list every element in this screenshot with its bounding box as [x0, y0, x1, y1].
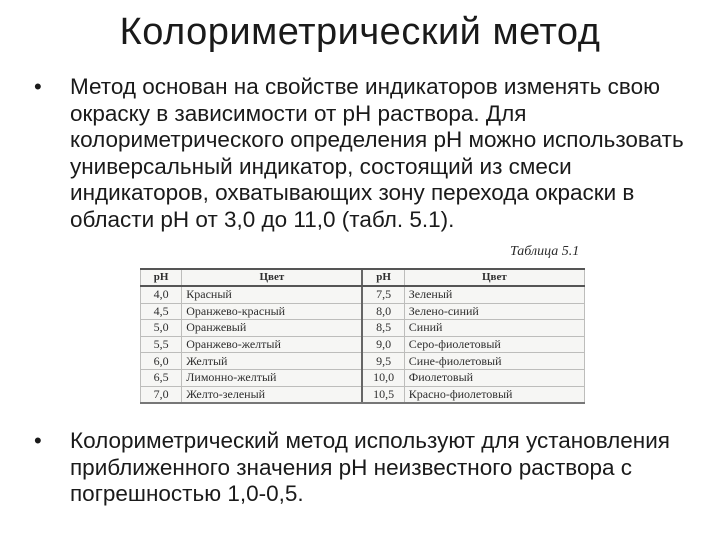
table-row	[141, 286, 585, 303]
table-row	[141, 369, 585, 386]
header-color-left: Цвет	[182, 269, 363, 286]
table-cell: 5,0	[141, 320, 182, 337]
header-color-right: Цвет	[404, 269, 584, 286]
table-cell: 7,5	[362, 286, 404, 303]
table-cell: Красный	[182, 286, 363, 303]
table-cell: 8,0	[362, 303, 404, 320]
table-cell: Серо-фиолетовый	[404, 336, 584, 353]
table-row	[141, 386, 585, 403]
table-cell: Зелено-синий	[404, 303, 584, 320]
table-cell: Оранжевый	[182, 320, 363, 337]
bullet-dot: •	[34, 428, 42, 453]
table-cell: Оранжево-желтый	[182, 336, 363, 353]
slide-title: Колориметрический метод	[119, 11, 601, 53]
table-cell: 10,0	[362, 369, 404, 386]
table-cell: Оранжево-красный	[182, 303, 363, 320]
table-cell: 10,5	[362, 386, 404, 403]
table-cell: Зеленый	[404, 286, 584, 303]
header-ph-left: pH	[141, 269, 182, 286]
table-cell: 8,5	[362, 320, 404, 337]
bullet-dot: •	[34, 74, 42, 99]
table-cell: 4,0	[141, 286, 182, 303]
bullet-text: Метод основан на свойстве индикаторов изменять свою окраску в зависимости от pH раствора. Для колориметрического определения pH можно использовать универсальный индикатор, состоящий из смеси индикаторов, охватывающих зону перехода окраски в области pH от 3,0 до 11,0 (табл. 5.1).	[70, 74, 684, 232]
table-cell: Желтый	[182, 353, 363, 370]
table-row	[141, 303, 585, 320]
table-cell: Фиолетовый	[404, 369, 584, 386]
header-ph-right: pH	[362, 269, 404, 286]
table-row	[141, 336, 585, 353]
ph-color-table	[140, 268, 585, 404]
table-cell: Сине-фиолетовый	[404, 353, 584, 370]
table-header-row	[141, 269, 585, 286]
bullet-item	[34, 74, 694, 233]
bullet-item	[34, 428, 694, 508]
table-cell: 9,0	[362, 336, 404, 353]
table-cell: Красно-фиолетовый	[404, 386, 584, 403]
table-cell: Синий	[404, 320, 584, 337]
table-cell: 7,0	[141, 386, 182, 403]
table-cell: 6,5	[141, 369, 182, 386]
bullet-text: Колориметрический метод используют для установления приближенного значения pH неизвестного раствора с погрешностью 1,0-0,5.	[70, 428, 670, 506]
table-cell: 5,5	[141, 336, 182, 353]
table-cell: Желто-зеленый	[182, 386, 363, 403]
table-caption: Таблица 5.1	[510, 244, 580, 259]
table-cell: 9,5	[362, 353, 404, 370]
table-row	[141, 353, 585, 370]
table-cell: 6,0	[141, 353, 182, 370]
table-cell: Лимонно-желтый	[182, 369, 363, 386]
table-cell: 4,5	[141, 303, 182, 320]
table-row	[141, 320, 585, 337]
